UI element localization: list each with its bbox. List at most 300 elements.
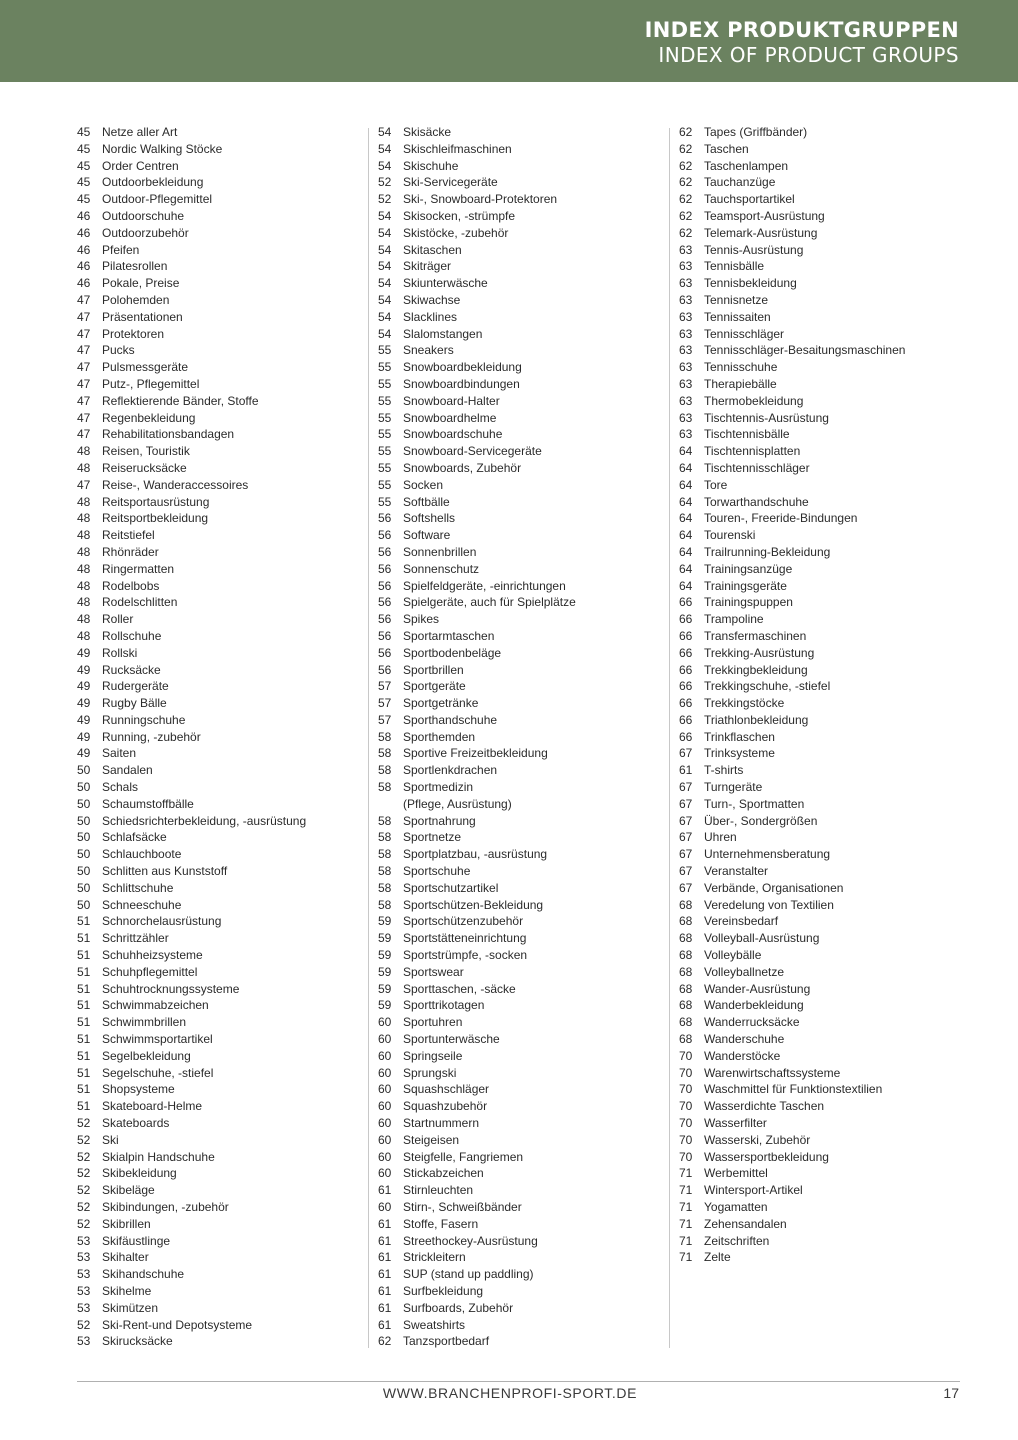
index-entry <box>679 897 969 914</box>
entry-product-group: Schrittzähler <box>102 931 169 946</box>
entry-page-number: 70 <box>679 1065 693 1080</box>
entry-page-number: 56 <box>378 612 392 627</box>
index-entry <box>77 376 367 393</box>
index-entry <box>77 1249 367 1266</box>
entry-page-number: 52 <box>77 1216 91 1231</box>
index-entry <box>679 410 969 427</box>
index-entry <box>77 1014 367 1031</box>
entry-product-group: Runningschuhe <box>102 712 186 727</box>
index-entry <box>77 678 367 695</box>
entry-product-group: Schuhpflegemittel <box>102 964 198 979</box>
entry-page-number: 61 <box>378 1233 392 1248</box>
index-entry <box>378 829 668 846</box>
index-entry <box>378 544 668 561</box>
entry-product-group: Wanderrucksäcke <box>704 1015 800 1030</box>
index-entry <box>77 124 367 141</box>
entry-page-number: 68 <box>679 931 693 946</box>
entry-product-group: Outdoorbekleidung <box>102 175 204 190</box>
entry-product-group: Sportlenkdrachen <box>403 763 498 778</box>
entry-product-group: Volleyball-Ausrüstung <box>704 931 820 946</box>
index-entry <box>378 1199 668 1216</box>
index-entry <box>378 376 668 393</box>
page-header <box>0 0 1018 82</box>
entry-page-number: 56 <box>378 595 392 610</box>
entry-page-number: 45 <box>77 141 91 156</box>
index-entry <box>378 578 668 595</box>
entry-page-number: 71 <box>679 1166 693 1181</box>
index-entry <box>679 460 969 477</box>
entry-product-group: Sportuhren <box>403 1015 463 1030</box>
entry-product-group: Zehensandalen <box>704 1216 787 1231</box>
entry-product-group: Sportnahrung <box>403 813 476 828</box>
index-entry <box>77 174 367 191</box>
index-entry <box>378 997 668 1014</box>
entry-page-number: 50 <box>77 813 91 828</box>
entry-product-group: Wintersport-Artikel <box>704 1183 803 1198</box>
entry-product-group: Schlauchboote <box>102 847 182 862</box>
entry-page-number: 60 <box>378 1166 392 1181</box>
entry-page-number: 63 <box>679 376 693 391</box>
entry-page-number: 56 <box>378 628 392 643</box>
entry-page-number: 48 <box>77 561 91 576</box>
entry-page-number: 51 <box>77 914 91 929</box>
entry-page-number: 51 <box>77 981 91 996</box>
entry-product-group: Stoffe, Fasern <box>403 1216 479 1231</box>
index-entry <box>679 342 969 359</box>
index-column-2 <box>378 124 668 1350</box>
entry-page-number: 50 <box>77 780 91 795</box>
entry-page-number: 71 <box>679 1250 693 1265</box>
entry-product-group: Unternehmensberatung <box>704 847 831 862</box>
entry-page-number: 47 <box>77 360 91 375</box>
index-entry <box>77 292 367 309</box>
index-entry <box>77 1199 367 1216</box>
entry-page-number: 56 <box>378 645 392 660</box>
entry-page-number: 64 <box>679 494 693 509</box>
entry-product-group: Segelschuhe, -stiefel <box>102 1065 214 1080</box>
index-entry <box>77 880 367 897</box>
entry-page-number: 50 <box>77 897 91 912</box>
entry-product-group: Software <box>403 528 451 543</box>
entry-page-number: 45 <box>77 158 91 173</box>
index-entry <box>77 393 367 410</box>
entry-page-number: 63 <box>679 242 693 257</box>
index-entry <box>378 594 668 611</box>
index-entry <box>679 846 969 863</box>
entry-page-number: 47 <box>77 292 91 307</box>
index-entry <box>679 561 969 578</box>
index-entry <box>378 359 668 376</box>
index-entry <box>679 880 969 897</box>
index-entry <box>77 1233 367 1250</box>
entry-product-group: Sportswear <box>403 964 464 979</box>
entry-page-number: 54 <box>378 125 392 139</box>
entry-page-number: 61 <box>378 1267 392 1282</box>
index-entry <box>679 544 969 561</box>
entry-product-group: Rollski <box>102 645 138 660</box>
index-entry <box>679 964 969 981</box>
index-entry <box>679 174 969 191</box>
entry-product-group: Wanderschuhe <box>704 1032 785 1047</box>
entry-product-group: Stirnleuchten <box>403 1183 474 1198</box>
index-entry <box>378 981 668 998</box>
entry-product-group: Touren-, Freeride-Bindungen <box>704 511 858 526</box>
index-entry <box>679 359 969 376</box>
entry-product-group: Shopsysteme <box>102 1082 175 1097</box>
entry-page-number: 48 <box>77 460 91 475</box>
index-entry <box>378 880 668 897</box>
index-entry <box>77 527 367 544</box>
entry-product-group: Running, -zubehör <box>102 729 201 744</box>
entry-product-group: Sportunterwäsche <box>403 1032 500 1047</box>
entry-page-number: 55 <box>378 460 392 475</box>
index-entry <box>77 141 367 158</box>
entry-product-group: Ringermatten <box>102 561 175 576</box>
entry-product-group: Tapes (Griffbänder) <box>704 125 808 139</box>
index-entry <box>77 1081 367 1098</box>
entry-page-number: 60 <box>378 1099 392 1114</box>
index-entry <box>378 208 668 225</box>
index-entry <box>77 762 367 779</box>
entry-page-number: 55 <box>378 410 392 425</box>
index-entry <box>77 913 367 930</box>
entry-page-number: 62 <box>679 125 693 139</box>
index-entry <box>679 729 969 746</box>
entry-page-number: 64 <box>679 444 693 459</box>
entry-product-group: Skibeläge <box>102 1183 155 1198</box>
entry-product-group: Sportschützenzubehör <box>403 914 524 929</box>
index-entry <box>378 745 668 762</box>
entry-page-number: 67 <box>679 813 693 828</box>
index-entry <box>679 863 969 880</box>
entry-page-number: 59 <box>378 948 392 963</box>
entry-product-group: Wanderstöcke <box>704 1048 781 1063</box>
entry-product-group: Schiedsrichterbekleidung, -ausrüstung <box>102 813 307 828</box>
entry-page-number: 53 <box>77 1283 91 1298</box>
entry-page-number: 50 <box>77 864 91 879</box>
entry-product-group: Sportmedizin <box>403 780 474 795</box>
index-entry <box>679 1165 969 1182</box>
index-entry <box>77 460 367 477</box>
entry-product-group: Skischuhe <box>403 158 459 173</box>
entry-product-group: Surfbekleidung <box>403 1283 484 1298</box>
index-entry <box>378 410 668 427</box>
entry-page-number: 55 <box>378 494 392 509</box>
entry-product-group: Reitstiefel <box>102 528 155 543</box>
entry-page-number: 46 <box>77 276 91 291</box>
entry-product-group: Reitsportausrüstung <box>102 494 210 509</box>
entry-page-number: 52 <box>77 1200 91 1214</box>
entry-page-number: 67 <box>679 847 693 862</box>
entry-page-number: 49 <box>77 662 91 677</box>
entry-page-number: 55 <box>378 427 392 442</box>
index-entry <box>77 779 367 796</box>
entry-page-number: 66 <box>679 696 693 711</box>
entry-page-number: 48 <box>77 511 91 526</box>
index-entry <box>679 208 969 225</box>
index-entry <box>679 913 969 930</box>
entry-product-group: Sportplatzbau, -ausrüstung <box>403 847 548 862</box>
entry-product-group: Thermobekleidung <box>704 393 804 408</box>
index-entry <box>378 326 668 343</box>
index-entry <box>378 762 668 779</box>
column-divider <box>368 128 369 1348</box>
entry-page-number: 58 <box>378 729 392 744</box>
entry-page-number: 47 <box>77 410 91 425</box>
index-entry <box>77 1149 367 1166</box>
entry-page-number <box>378 796 403 813</box>
entry-product-group: Snowboardhelme <box>403 410 497 425</box>
entry-page-number: 48 <box>77 528 91 543</box>
entry-product-group: Softbälle <box>403 494 450 509</box>
index-entry <box>378 1182 668 1199</box>
index-entry <box>77 745 367 762</box>
index-entry <box>378 1149 668 1166</box>
entry-product-group: Rugby Bälle <box>102 696 167 711</box>
entry-product-group: Skialpin Handschuhe <box>102 1149 215 1164</box>
entry-page-number: 63 <box>679 410 693 425</box>
entry-product-group: Reflektierende Bänder, Stoffe <box>102 393 259 408</box>
entry-page-number: 68 <box>679 897 693 912</box>
entry-product-group: Sweatshirts <box>403 1317 466 1332</box>
entry-product-group: Tanzsportbedarf <box>403 1334 490 1349</box>
entry-product-group: Tennisschuhe <box>704 360 778 375</box>
entry-product-group: Slalomstangen <box>403 326 483 341</box>
entry-product-group: Wander-Ausrüstung <box>704 981 811 996</box>
entry-product-group: Sportschützen-Bekleidung <box>403 897 544 912</box>
entry-product-group: Trailrunning-Bekleidung <box>704 544 831 559</box>
index-entry <box>77 1317 367 1334</box>
entry-product-group: Schnorchelausrüstung <box>102 914 222 929</box>
column-divider <box>669 128 670 1348</box>
entry-page-number: 59 <box>378 981 392 996</box>
index-entry <box>77 494 367 511</box>
index-entry <box>679 1065 969 1082</box>
entry-product-group: Sportschutzartikel <box>403 880 499 895</box>
entry-product-group: Trekkingschuhe, -stiefel <box>704 679 831 694</box>
entry-product-group: Schaumstoffbälle <box>102 796 194 811</box>
entry-product-group: Transfermaschinen <box>704 628 807 643</box>
entry-product-group: Skiwachse <box>403 292 461 307</box>
index-entry <box>77 359 367 376</box>
entry-page-number: 67 <box>679 746 693 761</box>
index-entry <box>378 796 668 813</box>
entry-product-group: Pokale, Preise <box>102 276 180 291</box>
entry-page-number: 53 <box>77 1300 91 1315</box>
index-entry <box>378 1266 668 1283</box>
index-entry <box>378 1216 668 1233</box>
entry-page-number: 49 <box>77 729 91 744</box>
entry-product-group: Netze aller Art <box>102 125 178 139</box>
index-entry <box>378 225 668 242</box>
entry-product-group: Ski <box>102 1132 119 1147</box>
entry-product-group: Telemark-Ausrüstung <box>704 225 818 240</box>
entry-page-number: 46 <box>77 242 91 257</box>
index-entry <box>679 628 969 645</box>
footer-website-link[interactable]: WWW.BRANCHENPROFI-SPORT.DE <box>382 1385 638 1401</box>
entry-product-group: Tennisschläger <box>704 326 785 341</box>
entry-page-number: 62 <box>679 158 693 173</box>
entry-page-number: 60 <box>378 1032 392 1047</box>
index-entry <box>77 1283 367 1300</box>
entry-page-number: 48 <box>77 494 91 509</box>
entry-product-group: Rodelbobs <box>102 578 160 593</box>
entry-product-group: Protektoren <box>102 326 165 341</box>
index-entry <box>77 846 367 863</box>
entry-product-group: Turngeräte <box>704 780 763 795</box>
index-entry <box>378 477 668 494</box>
index-entry <box>77 258 367 275</box>
entry-page-number: 50 <box>77 796 91 811</box>
index-entry <box>77 191 367 208</box>
entry-page-number: 64 <box>679 578 693 593</box>
entry-page-number: 63 <box>679 427 693 442</box>
entry-page-number: 62 <box>679 225 693 240</box>
entry-product-group: Reiserucksäcke <box>102 460 187 475</box>
entry-page-number: 70 <box>679 1149 693 1164</box>
entry-page-number: 45 <box>77 175 91 190</box>
index-entry <box>378 729 668 746</box>
entry-page-number: 58 <box>378 763 392 778</box>
entry-page-number: 61 <box>378 1216 392 1231</box>
entry-page-number: 48 <box>77 444 91 459</box>
index-entry <box>77 947 367 964</box>
index-entry <box>378 1065 668 1082</box>
index-entry <box>77 561 367 578</box>
entry-page-number: 52 <box>77 1132 91 1147</box>
entry-product-group: Ski-Servicegeräte <box>403 175 498 190</box>
index-entry <box>378 1165 668 1182</box>
entry-product-group: Regenbekleidung <box>102 410 196 425</box>
entry-page-number: 71 <box>679 1216 693 1231</box>
index-entry <box>378 1300 668 1317</box>
index-entry <box>77 981 367 998</box>
entry-product-group: Verbände, Organisationen <box>704 880 844 895</box>
entry-product-group: Segelbekleidung <box>102 1048 191 1063</box>
entry-page-number: 66 <box>679 595 693 610</box>
entry-page-number: 67 <box>679 796 693 811</box>
index-entry <box>679 1249 969 1266</box>
entry-product-group: Teamsport-Ausrüstung <box>704 208 825 223</box>
entry-product-group: Trainingsgeräte <box>704 578 787 593</box>
entry-page-number: 55 <box>378 360 392 375</box>
entry-product-group: Skibekleidung <box>102 1166 177 1181</box>
entry-product-group: Sportbodenbeläge <box>403 645 502 660</box>
entry-product-group: Wasserdichte Taschen <box>704 1099 825 1114</box>
entry-page-number: 60 <box>378 1048 392 1063</box>
index-entry <box>77 1333 367 1350</box>
entry-product-group: Schuhtrocknungssysteme <box>102 981 240 996</box>
entry-product-group: Springseile <box>403 1048 463 1063</box>
entry-product-group: Saiten <box>102 746 137 761</box>
entry-page-number: 49 <box>77 696 91 711</box>
entry-product-group: Wasserfilter <box>704 1116 767 1131</box>
index-entry <box>378 645 668 662</box>
entry-page-number: 47 <box>77 376 91 391</box>
entry-page-number: 64 <box>679 528 693 543</box>
entry-product-group: Order Centren <box>102 158 179 173</box>
index-entry <box>679 326 969 343</box>
entry-product-group: Squashzubehör <box>403 1099 488 1114</box>
entry-product-group: Sportbrillen <box>403 662 464 677</box>
entry-product-group: Sandalen <box>102 763 153 778</box>
entry-product-group: Uhren <box>704 830 737 845</box>
entry-product-group: Pfeifen <box>102 242 140 257</box>
entry-product-group: Tennisschläger-Besaitungsmaschinen <box>704 343 906 358</box>
entry-page-number: 68 <box>679 1015 693 1030</box>
entry-product-group: Sportgetränke <box>403 696 479 711</box>
entry-page-number: 51 <box>77 998 91 1013</box>
entry-page-number: 47 <box>77 309 91 324</box>
entry-product-group: Rodelschlitten <box>102 595 178 610</box>
entry-page-number: 51 <box>77 1048 91 1063</box>
entry-page-number: 66 <box>679 645 693 660</box>
entry-product-group: Zeitschriften <box>704 1233 770 1248</box>
index-entry <box>679 242 969 259</box>
entry-product-group: Snowboardbindungen <box>403 376 520 391</box>
index-entry <box>77 1216 367 1233</box>
index-entry <box>679 141 969 158</box>
entry-page-number: 67 <box>679 864 693 879</box>
entry-page-number: 51 <box>77 931 91 946</box>
entry-page-number: 49 <box>77 712 91 727</box>
index-entry <box>378 494 668 511</box>
entry-product-group: Spikes <box>403 612 440 627</box>
index-entry <box>679 1115 969 1132</box>
index-entry <box>679 1149 969 1166</box>
entry-page-number: 47 <box>77 343 91 358</box>
index-entry <box>378 292 668 309</box>
index-entry <box>679 745 969 762</box>
entry-product-group: Taschenlampen <box>704 158 789 173</box>
index-entry <box>77 477 367 494</box>
entry-product-group: Werbemittel <box>704 1166 768 1181</box>
entry-page-number: 54 <box>378 242 392 257</box>
entry-page-number: 53 <box>77 1233 91 1248</box>
entry-product-group: Spielfeldgeräte, -einrichtungen <box>403 578 566 593</box>
entry-page-number: 52 <box>77 1116 91 1131</box>
index-entry <box>679 258 969 275</box>
index-entry <box>77 796 367 813</box>
index-entry <box>77 275 367 292</box>
entry-page-number: 66 <box>679 612 693 627</box>
index-entry <box>679 510 969 527</box>
index-entry <box>77 1300 367 1317</box>
entry-product-group: Socken <box>403 477 444 492</box>
index-entry <box>77 695 367 712</box>
entry-product-group: Tischtennisbälle <box>704 427 790 442</box>
entry-page-number: 52 <box>77 1166 91 1181</box>
entry-product-group: (Pflege, Ausrüstung) <box>403 796 512 811</box>
entry-page-number: 52 <box>77 1149 91 1164</box>
entry-page-number: 56 <box>378 511 392 526</box>
entry-product-group: Skiunterwäsche <box>403 276 488 291</box>
entry-product-group: Skimützen <box>102 1300 159 1315</box>
entry-page-number: 48 <box>77 612 91 627</box>
index-entry <box>679 1014 969 1031</box>
index-entry <box>679 494 969 511</box>
entry-product-group: Skifäustlinge <box>102 1233 171 1248</box>
entry-product-group: Sporttaschen, -säcke <box>403 981 516 996</box>
index-entry <box>77 342 367 359</box>
entry-product-group: Skibindungen, -zubehör <box>102 1200 229 1214</box>
entry-page-number: 47 <box>77 427 91 442</box>
index-entry <box>679 1132 969 1149</box>
entry-page-number: 56 <box>378 662 392 677</box>
entry-product-group: Outdoor-Pflegemittel <box>102 192 213 207</box>
entry-page-number: 55 <box>378 393 392 408</box>
entry-page-number: 63 <box>679 309 693 324</box>
